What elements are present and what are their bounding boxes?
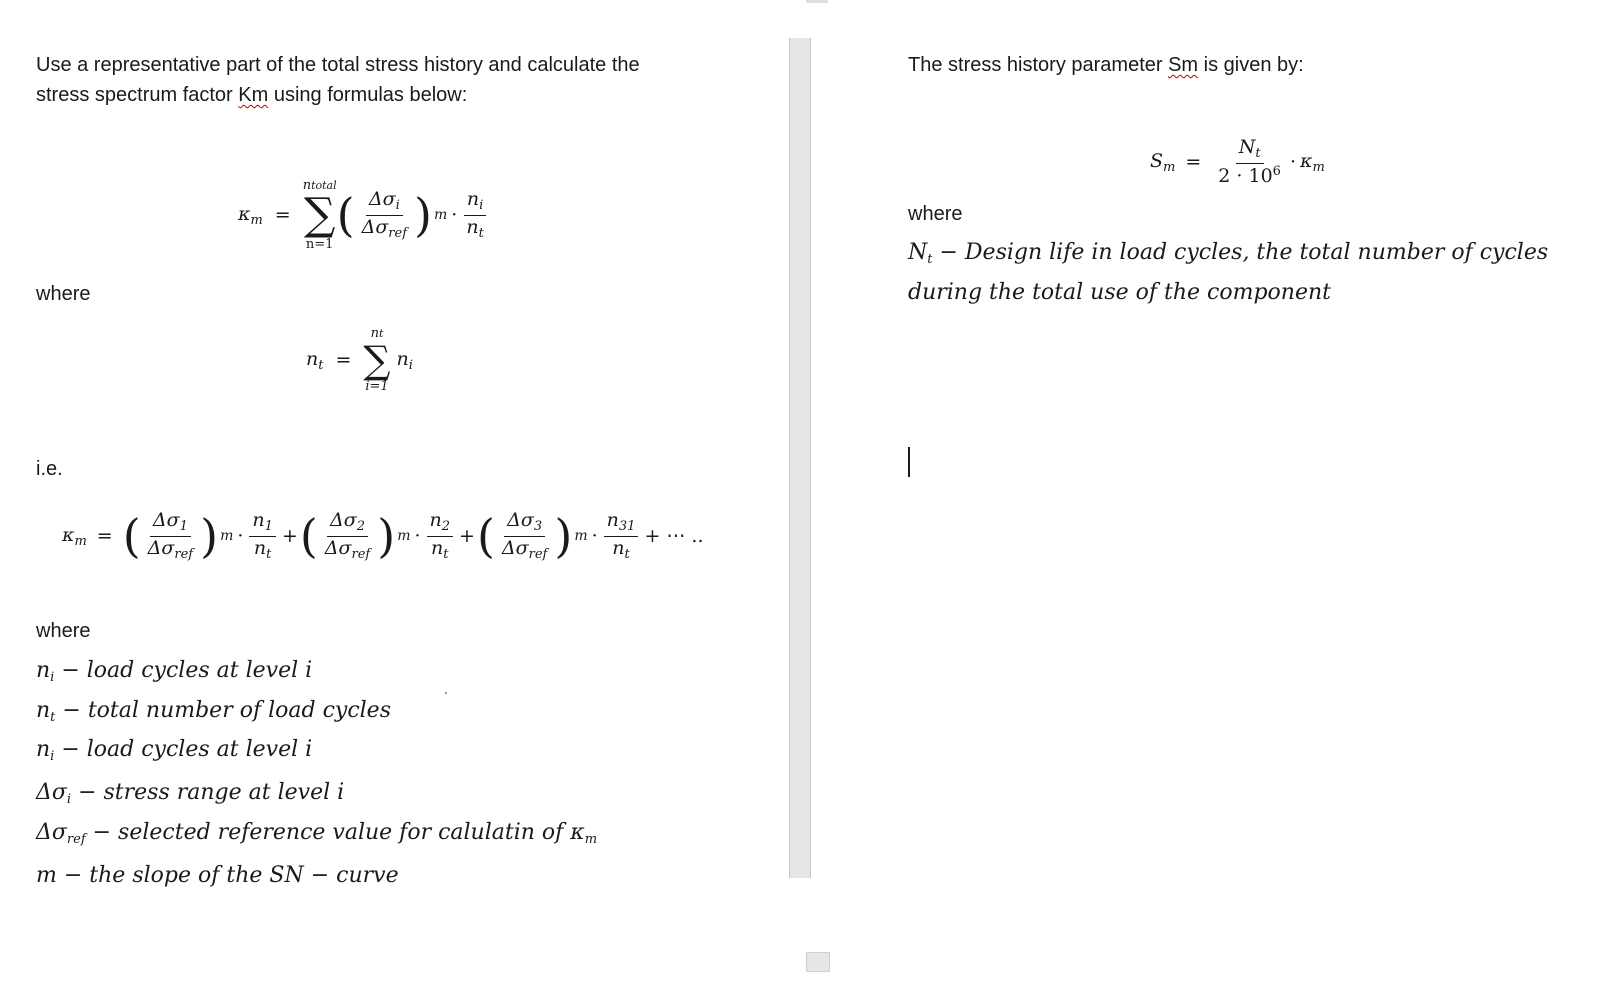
- eq3-t2-ratio: $\frac{\Delta\sigma_2}{\Delta\sigma_{ref}}$: [324, 508, 371, 562]
- left-intro-line2: [36, 80, 467, 110]
- eq1-ratio: $\frac{\Delta\sigma_i}{\Delta\sigma_{ref}}$: [361, 187, 408, 241]
- eq2-summation: nt ∑ i=1: [363, 326, 391, 394]
- eq1-cycle-ratio: $\frac{n_i}{n_t}$: [463, 189, 486, 242]
- eq3-t2-cycles: $\frac{n_2}{n_t}$: [427, 510, 454, 563]
- eq3-t2-exp: m: [397, 528, 411, 544]
- left-where-2: where: [36, 620, 91, 642]
- eq3-t2-dot: ·: [414, 525, 421, 547]
- eq1-exponent: m: [433, 207, 448, 223]
- eq3-t1-ratio: $\frac{\Delta\sigma_1}{\Delta\sigma_{ref}}$: [147, 508, 194, 562]
- eq3-lhs: $\kappa_m$: [62, 523, 87, 549]
- right-where: where: [908, 203, 963, 225]
- left-ie: i.e.: [36, 458, 63, 480]
- eq3-t1-rparen: ): [200, 509, 219, 563]
- equation-km-sum: [238, 160, 491, 270]
- eq2-equals: =: [335, 349, 352, 371]
- intro-text-before: stress spectrum factor: [36, 84, 239, 106]
- eq2-term: $n_i$: [396, 347, 413, 373]
- definition-m: m − the slope of the SN − curve: [36, 863, 399, 888]
- eq1-equals: =: [274, 204, 291, 226]
- page-gap-divider: [789, 38, 811, 878]
- equation-nt-sum: [306, 318, 413, 402]
- eq3-t3-ratio: $\frac{\Delta\sigma_3}{\Delta\sigma_{ref}}$: [501, 508, 548, 562]
- equation-sm: [1150, 130, 1325, 194]
- eq2-lhs: $n_t$: [306, 347, 324, 373]
- eq1-dot: ·: [451, 204, 458, 226]
- intro-text-after: using formulas below:: [268, 84, 468, 106]
- eq3-t3-rparen: ): [554, 509, 573, 563]
- definition-nt: $n_t$ − total number of load cycles: [36, 698, 391, 725]
- sm-dot: ·: [1289, 151, 1296, 173]
- eq3-plus-2: +: [459, 525, 475, 547]
- eq3-t2-lparen: (: [299, 509, 318, 563]
- eq3-t1-exp: m: [220, 528, 234, 544]
- definition-Nt-line2: during the total use of the component: [908, 280, 1331, 305]
- eq3-t3-cycles: $\frac{n_{31}}{n_t}$: [604, 510, 639, 563]
- text-cursor[interactable]: [908, 447, 910, 477]
- eq3-t3-dot: ·: [591, 525, 598, 547]
- stray-dot: [445, 692, 447, 694]
- left-intro-line1: Use a representative part of the total stress history and calculate the: [36, 54, 640, 76]
- spell-flagged-symbol-sm[interactable]: Sm: [1168, 54, 1199, 76]
- eq3-t1-cycles: $\frac{n_1}{n_t}$: [249, 510, 276, 563]
- right-intro-after: is given by:: [1198, 54, 1304, 76]
- page-top-marker: [806, 0, 828, 3]
- eq1-right-paren: ): [414, 188, 432, 242]
- eq3-t1-lparen: (: [122, 509, 141, 563]
- definition-ni-repeat: $n_i$ − load cycles at level i: [36, 737, 313, 764]
- eq3-plus-1: +: [281, 525, 298, 547]
- definition-ni: $n_i$ − load cycles at level i: [36, 658, 313, 685]
- eq3-t3-lparen: (: [476, 509, 495, 563]
- right-intro: [908, 50, 1304, 80]
- sm-lhs: $S_m$: [1150, 149, 1176, 175]
- page-bottom-marker: [806, 952, 830, 972]
- left-where-1: where: [36, 283, 91, 305]
- definition-delta-sigma-i: $\Delta\sigma_i$ − stress range at level i: [36, 780, 345, 807]
- sm-rhs: $\kappa_m$: [1300, 149, 1325, 175]
- sm-fraction: $\frac{N_t}{2 \cdot 10^6}$: [1218, 135, 1281, 187]
- eq3-t3-exp: m: [574, 528, 588, 544]
- sm-equals: =: [1185, 151, 1202, 173]
- eq3-equals: =: [96, 525, 113, 547]
- eq3-t1-dot: ·: [237, 525, 244, 547]
- definition-Nt-line1: $N_t$ − Design life in load cycles, the total number of cycles: [908, 240, 1549, 267]
- eq1-left-paren: (: [336, 188, 355, 242]
- eq3-tail: + ⋯ ..: [644, 525, 704, 547]
- eq1-lhs: $\kappa_m$: [238, 202, 263, 228]
- right-intro-before: The stress history parameter: [908, 54, 1169, 76]
- eq3-t2-rparen: ): [377, 509, 396, 563]
- spell-flagged-symbol[interactable]: Km: [238, 84, 269, 106]
- eq1-summation: ntotal ∑ n=1: [302, 178, 337, 252]
- definition-delta-sigma-ref: $\Delta\sigma_{ref}$ − selected reference value for calulatin of $\kappa_m$: [36, 820, 598, 847]
- equation-km-expanded: [62, 494, 704, 578]
